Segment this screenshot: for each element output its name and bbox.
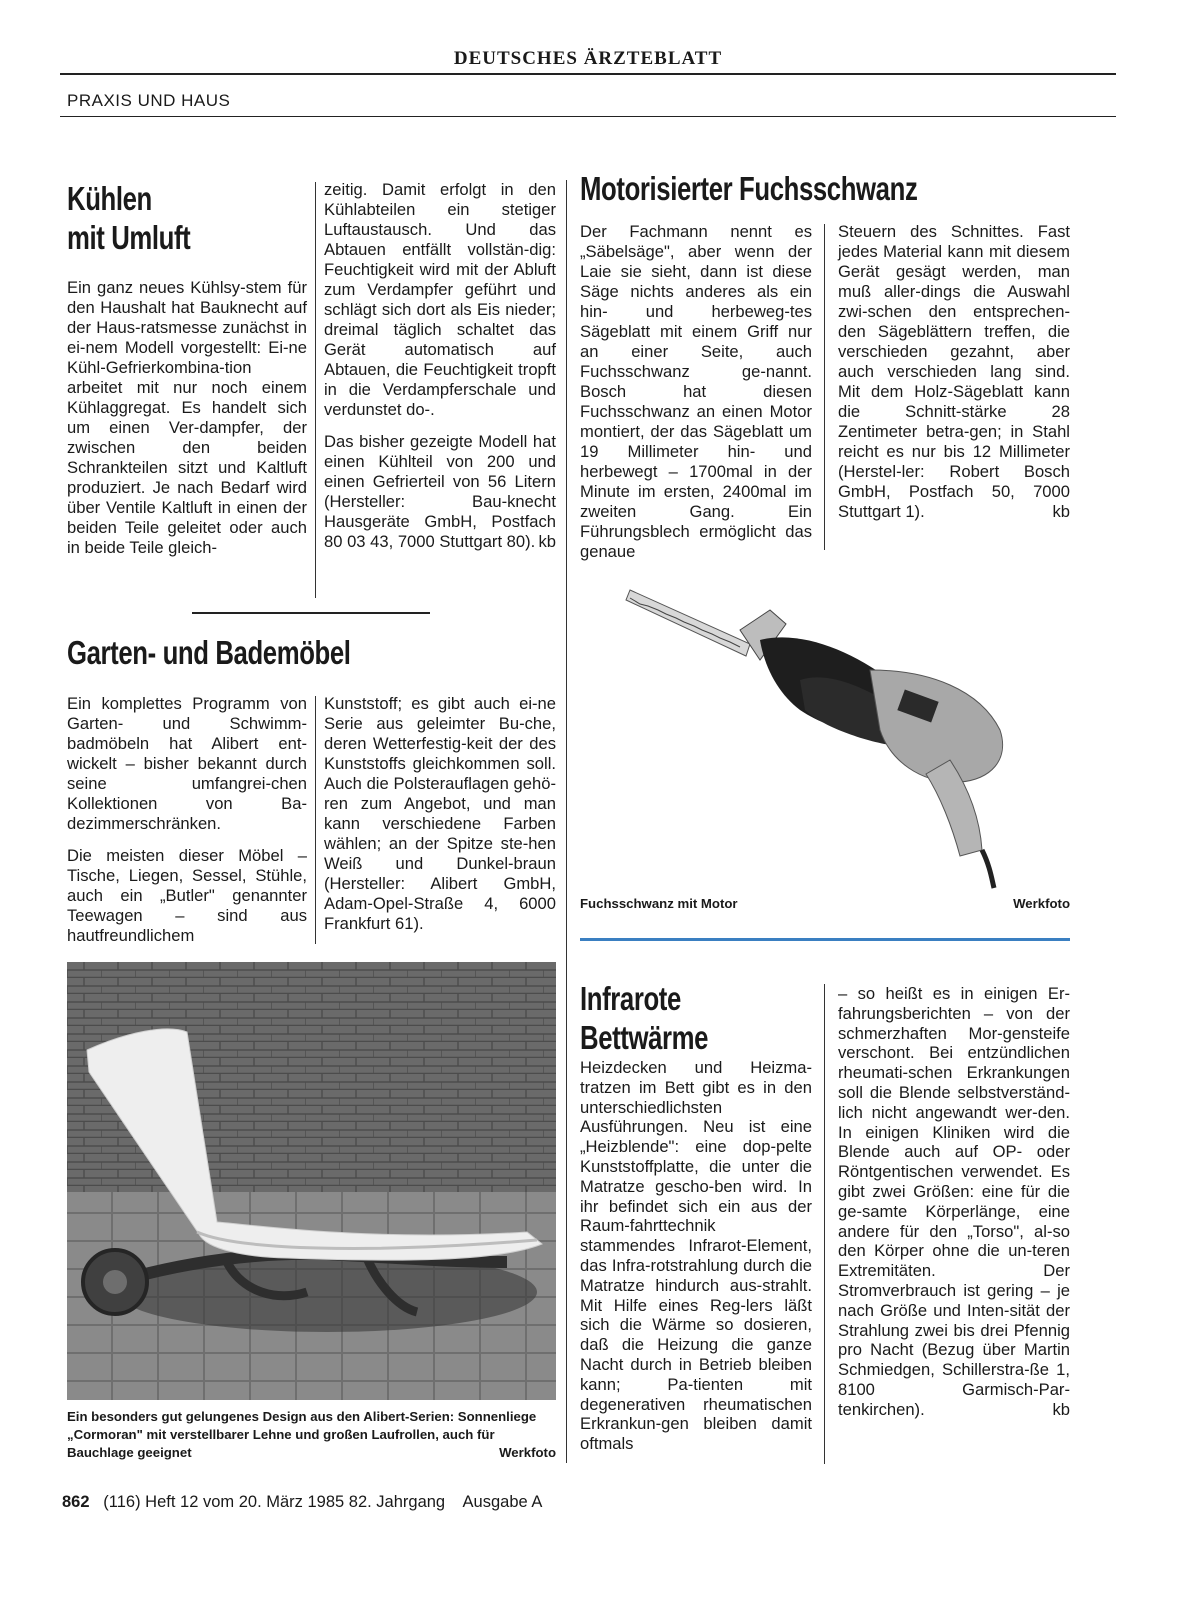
masthead: DEUTSCHES ÄRZTEBLATT xyxy=(453,48,723,69)
kuehlen-signature: kb xyxy=(538,532,556,551)
fuchsschwanz-signature: kb xyxy=(1052,502,1070,521)
kuehlen-title-line2: mit Umluft xyxy=(67,218,191,256)
kuehlen-title-line1: Kühlen xyxy=(67,180,152,217)
garten-photo-credit: Werkfoto xyxy=(499,1445,556,1460)
garten-col1-para2: Die meisten dieser Möbel – Tische, Liegen, Sessel, Stühle, auch ein „Butler" genannter Teewagen – sind aus hautfreundlichem xyxy=(67,846,307,945)
sun-lounger-photo xyxy=(67,962,556,1400)
sun-lounger-illustration xyxy=(67,962,556,1400)
masthead-rule xyxy=(60,73,1116,75)
garten-column-divider xyxy=(315,696,316,944)
fuchsschwanz-caption-text: Fuchsschwanz mit Motor xyxy=(580,896,738,911)
fuchsschwanz-title: Motorisierter Fuchsschwanz xyxy=(580,170,918,207)
garten-col1-para1: Ein komplettes Programm von Garten- und Schwimm-badmöbeln hat Alibert ent-wickelt – bisher bekannt durch seine umfangrei-chen Kollektionen von Ba-dezimmerschränken. xyxy=(67,694,307,833)
fuchsschwanz-column-1: Der Fachmann nennt es „Säbelsäge", aber wenn der Laie sie sieht, dann ist diese Säge nichts anderes als ein hin- und herbeweg-tes Sägeblatt mit einem Griff nur an einer Seite, auch Fuchsschwanz ge-nannt. Bosch hat diesen Fuchsschwanz an einen Motor montiert, der das Sägeblatt um 19 Millimeter hin- und herbewegt – 1700mal in der Minute im ersten, 2400mal im zweiten Gang. Ein Führungsblech ermöglicht das genaue xyxy=(580,222,812,561)
fuchsschwanz-column-2 xyxy=(838,222,1070,522)
article-separator xyxy=(192,612,430,614)
garten-column-2: Kunststoff; es gibt auch ei-ne Serie aus geleimter Bu-che, deren Wetterfestig-keit der des Kunststoffs gleichkommen soll. Auch die Polsterauflagen gehö-ren zum Angebot, und man kann verschiedene Farben wählen; an der Spitze ste-hen Weiß und Dunkel-braun (Hersteller: Alibert GmbH, Adam-Opel-Straße 4, 6000 Frankfurt 61). xyxy=(324,694,556,933)
fuchsschwanz-caption xyxy=(580,895,1070,913)
infrarot-col2-para: – so heißt es in einigen Er-fahrungsberichten – von der schmerzhaften Mor-gensteife verschont. Bei entzündlichen rheumati-schen Erkrankungen soll die Blende selbstverständ-lich nicht angewandt wer-den. In einigen Kliniken wird die Blende auch auf OP- oder Röntgentischen verwendet. Es gibt zwei Größen: eine für die ge-samte Körperlänge, eine andere für den „Torso", al-so den Körper ohne die un-teren Extremitäten. Der Stromverbrauch ist gering – je nach Größe und Inten-sität der Strahlung zwei bis drei Pfennig pro Nacht (Bezug über Martin Schmiedgen, Schillerstra-ße 1, 8100 Garmisch-Par-tenkirchen). xyxy=(838,984,1070,1419)
garten-column-1 xyxy=(67,694,307,946)
garten-caption-text: Ein besonders gut gelungenes Design aus den Alibert-Serien: Sonnenliege „Cormoran" mit verstellbarer Lehne und großen Laufrollen, auch für Bauchlage geeignet xyxy=(67,1409,537,1460)
infrarot-column-1: Heizdecken und Heizma-tratzen im Bett gibt es in den unterschiedlichsten Ausführungen. Neu ist eine „Heizblende": eine dop-pelte Kunststoffplatte, die unter die Matratze gescho-ben wird. In ihr befindet sich ein aus der Raum-fahrttechnik stammendes Infrarot-Element, das Infra-rotstrahlung durch die Matratze hindurch aus-strahlt. Mit Hilfe eines Reg-lers läßt sich die Wärme so dosieren, daß die Heizung die ganze Nacht durch in Betrieb bleiben kann; Pa-tienten mit degenerativen rheumatischen Erkrankun-gen bleiben damit oftmals xyxy=(580,1058,812,1454)
page-column-divider xyxy=(566,180,567,1463)
infrarot-title-line2: Bettwärme xyxy=(580,1018,709,1056)
infrarot-title xyxy=(580,980,708,1058)
issue-info: (116) Heft 12 vom 20. März 1985 82. Jahrgang xyxy=(103,1493,446,1511)
infrarot-column-2 xyxy=(838,984,1070,1420)
fuchsschwanz-column-divider xyxy=(824,224,825,550)
kuehlen-col2-para2: Das bisher gezeigte Modell hat einen Kühlteil von 200 und einen Gefrierteil von 56 Litern (Hersteller: Bau-knecht Hausgeräte GmbH, Postfach 80 03 43, 7000 Stuttgart 80). xyxy=(324,432,556,551)
saw-illustration xyxy=(600,570,1060,890)
section-label: PRAXIS UND HAUS xyxy=(67,91,231,110)
section-rule xyxy=(60,116,1116,117)
kuehlen-title xyxy=(67,180,190,258)
infrarot-signature: kb xyxy=(1052,1399,1070,1419)
infrarot-title-line1: Infrarote xyxy=(580,980,681,1017)
kuehlen-column-2 xyxy=(324,180,556,552)
page-number: 862 xyxy=(62,1493,90,1511)
fuchsschwanz-photo-credit: Werkfoto xyxy=(1013,896,1070,911)
reciprocating-saw-photo xyxy=(600,570,1060,890)
edition-label: Ausgabe A xyxy=(462,1493,543,1511)
garten-title: Garten- und Bademöbel xyxy=(67,634,351,671)
fuchsschwanz-col2-para: Steuern des Schnittes. Fast jedes Material kann mit diesem Gerät gesägt werden, man muß aller-dings die Auswahl zwi-schen den entsprechen-den Sägeblättern treffen, die verschieden gezahnt, aber auch verschieden lang sind. Mit dem Holz-Sägeblatt kann die Schnitt-stärke 28 Zentimeter betra-gen; in Stahl reicht es nur bis 12 Millimeter (Herstel-ler: Robert Bosch GmbH, Postfach 50, 7000 Stuttgart 1). xyxy=(838,222,1070,521)
kuehlen-column-divider xyxy=(315,182,316,598)
infrarot-column-divider xyxy=(824,984,825,1464)
kuehlen-col2-para1: zeitig. Damit erfolgt in den Kühlabteilen ein stetiger Luftaustausch. Und das Abtauen entfällt vollstän-dig: Feuchtigkeit wird mit der Abluft zum Verdampfer geführt und schlägt sich dort als Eis nieder; dreimal täglich schaltet das Gerät automatisch auf Abtauen, die Feuchtigkeit tropft in die Verdampferschale und verdunstet do-. xyxy=(324,180,556,419)
kuehlen-column-1: Ein ganz neues Kühlsy-stem für den Haushalt hat Bauknecht auf der Haus-ratsmesse zunächst in ei-nem Modell vorgestellt: Ei-ne Kühl-Gefrierkombina-tion arbeitet mit nur noch einem Kühlaggregat. Es handelt sich um einen Ver-dampfer, der zwischen den beiden Schrankteilen sitzt und Kaltluft produziert. Je nach Bedarf wird über Ventile Kaltluft in einen der beiden Teile geleitet oder auch in beide Teile gleich- xyxy=(67,278,307,557)
accent-rule xyxy=(580,938,1070,941)
page-footer xyxy=(62,1493,542,1512)
garten-caption xyxy=(67,1408,556,1462)
